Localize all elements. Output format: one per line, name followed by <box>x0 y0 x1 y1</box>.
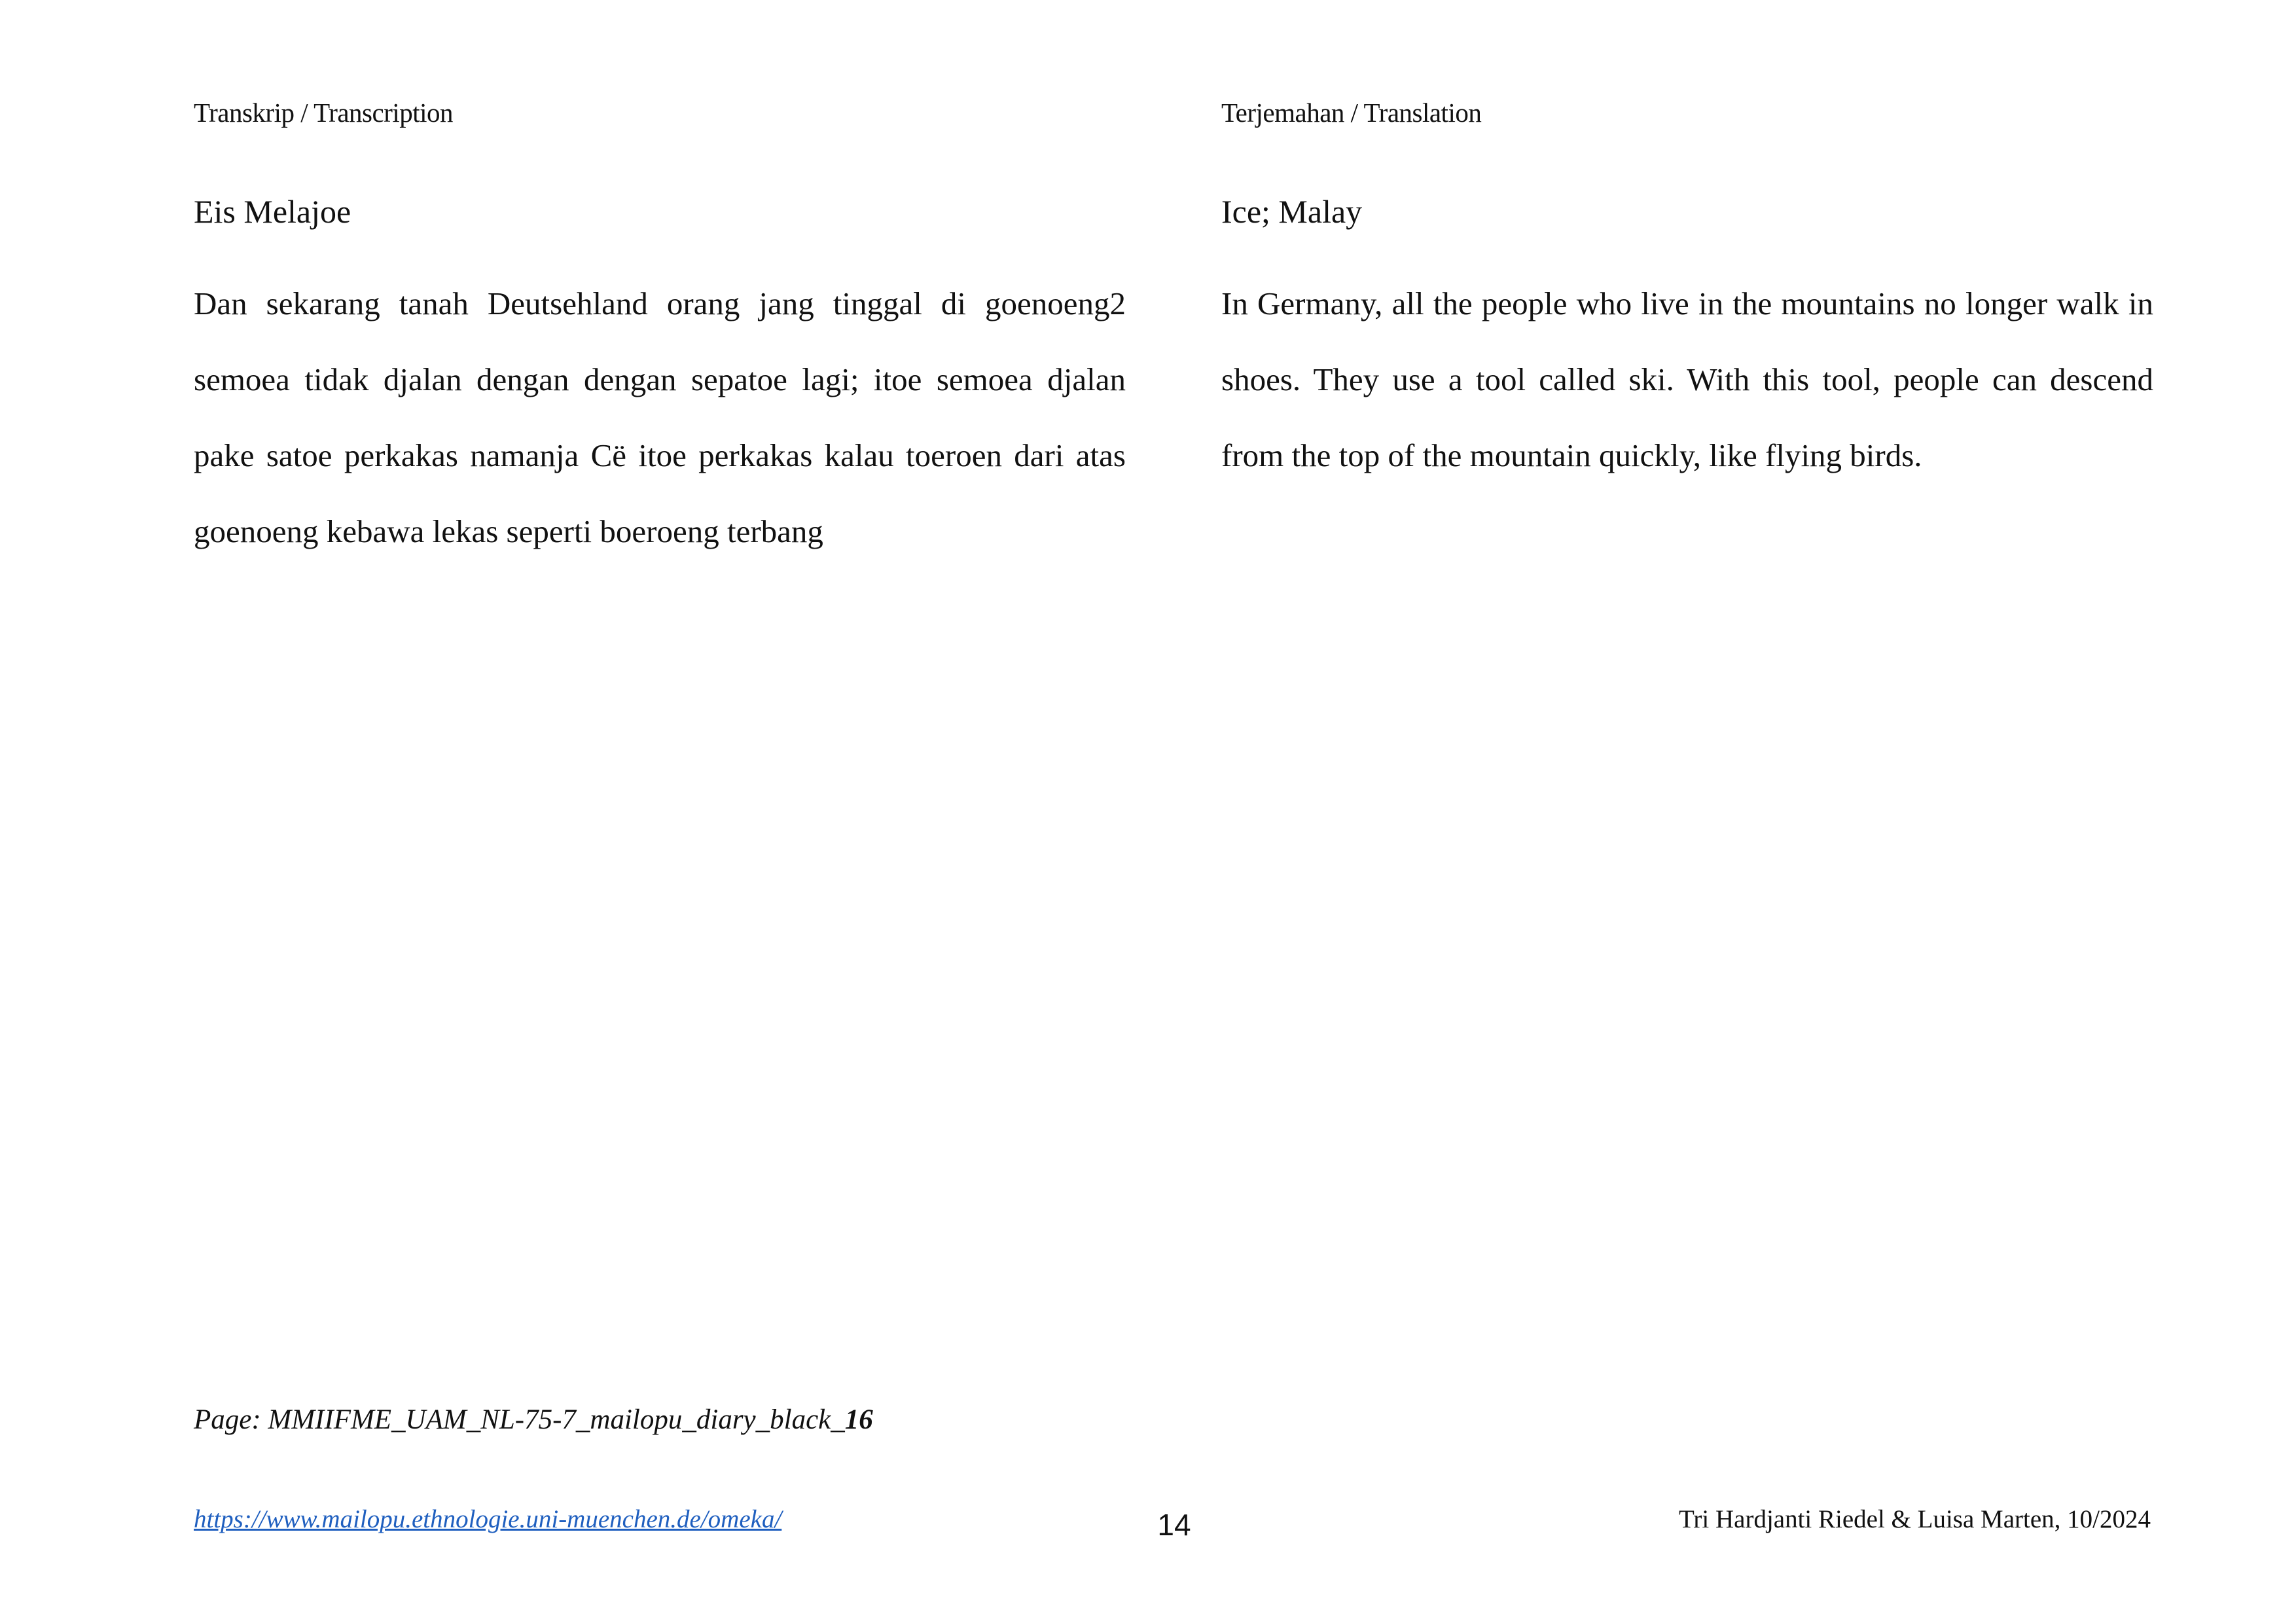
translation-header: Terjemahan / Translation <box>1221 98 1482 128</box>
transcription-header: Transkrip / Transcription <box>194 98 454 128</box>
page-number: 14 <box>1157 1508 1191 1542</box>
page-reference <box>194 1404 873 1436</box>
page-reference-number: 16 <box>844 1404 873 1435</box>
author-credit: Tri Hardjanti Riedel & Luisa Marten, 10/2024 <box>1678 1505 2151 1533</box>
translation-title: Ice; Malay <box>1221 193 1363 230</box>
transcription-body: Dan sekarang tanah Deutsehland orang jang tinggal di goenoeng2 semoea tidak djalan dengan dengan sepatoe lagi; itoe semoea djalan pake satoe perkakas namanja Cë itoe perkakas kalau toeroen dari atas goenoeng kebawa lekas seperti boeroeng terbang <box>194 285 1126 549</box>
translation-body: In Germany, all the people who live in the mountains no longer walk in shoes. They use a tool called ski. With this tool, people can descend from the top of the mountain quickly, like flying birds. <box>1221 285 2153 473</box>
page-reference-prefix: Page: MMIIFME_UAM_NL-75-7_mailopu_diary_black_ <box>194 1404 845 1435</box>
omeka-link[interactable]: https://www.mailopu.ethnologie.uni-muenchen.de/omeka/ <box>194 1505 782 1533</box>
transcription-title: Eis Melajoe <box>194 193 351 230</box>
